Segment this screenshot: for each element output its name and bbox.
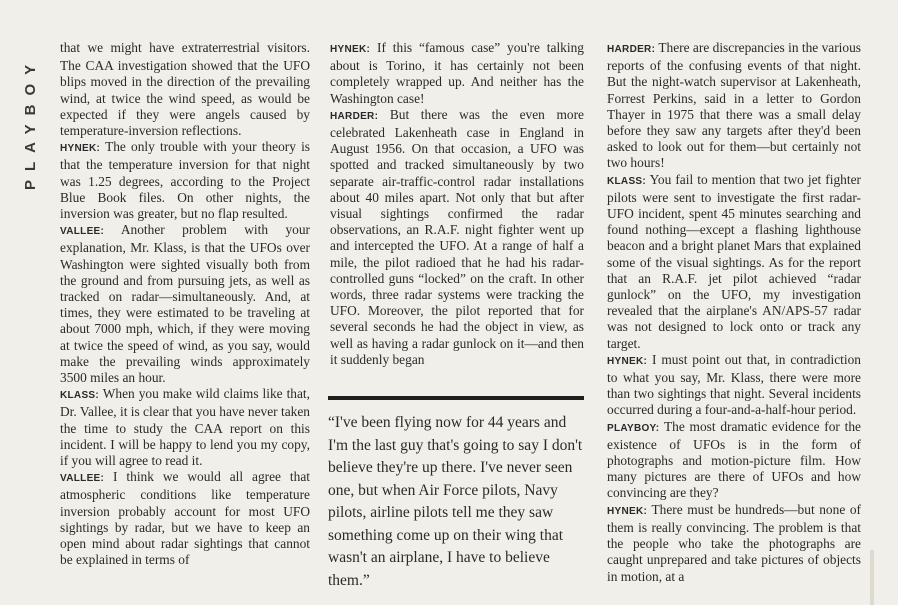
paragraph [60,222,310,386]
pull-quote-rule [328,396,584,400]
paragraph-text: that we might have extraterrestrial visitors. The CAA investigation showed that the UFO blips moved in the direction of the prevailing wind, at twice the wind speed, as would be expected if they were angels caused by temperature-inversion reflections. [60,40,310,139]
speaker-label: HYNEK: [607,505,648,517]
paragraph [60,40,310,139]
paragraph-text: But there was the even more celebrated Lakenheath case in England in August 1956. On that occasion, a UFO was spotted and tracked simultaneously by two separate air-traffic-control radar installations about 40 miles apart. Not only that but after visual sightings confirmed the radar observations, an R.A.F. night fighter went up and intercepted the UFO. At a range of half a mile, the pilot radioed that he had his radar-controlled guns “locked” on the craft. In other words, three radar systems were tracking the UFO. Moreover, the pilot reported that for several seconds he had the object in view, as well as having a radar gunlock on it—and then it suddenly began [330,106,584,367]
pull-quote: “I've been flying now for 44 years and I'm the last guy that's going to say I don't believe they're up there. I've never seen one, but when Air Force pilots, Navy pilots, airline pilots tell me they saw something come up on their wing that wasn't an airplane, I have to believe them.” [328,414,583,589]
running-head: PLAYBOY [22,55,39,190]
paragraph [330,40,584,107]
paragraph-text: I think we would all agree that atmospheric conditions like temperature inversion probably account for most UFO sightings by radar, but we have to keep an open mind about radar sightings that cannot be explained in terms of [60,469,310,568]
column-2 [330,40,584,368]
page-edge-shadow [870,550,874,605]
speaker-label: PLAYBOY: [607,422,660,434]
speaker-label: VALLEE: [60,226,105,238]
paragraph [60,139,310,222]
speaker-label: HYNEK: [60,143,101,155]
paragraph [330,107,584,368]
paragraph [607,40,861,172]
paragraph [60,386,310,469]
paragraph [607,419,861,502]
paragraph-text: When you make wild claims like that, Dr. Vallee, it is clear that you have never taken the time to study the CAA report on this incident. I will be happy to lend you my copy, if you will agree to read it. [60,386,310,469]
speaker-label: VALLEE: [60,473,105,485]
speaker-label: HARDER: [607,44,656,55]
paragraph-text: The only trouble with your theory is that the temperature inversion for that night was 1.25 degrees, according to the Project Blue Book files. On other nights, the inversion was greater, but no flap resulted. [60,139,311,222]
speaker-label: HYNEK: [330,44,371,55]
paragraph-text: I must point out that, in contradiction to what you say, Mr. Klass, there were more than two sightings that night. Several incidents occurred during a four-and-a-half-hour period. [607,351,861,418]
speaker-label: HYNEK: [607,355,648,367]
paragraph [607,352,861,419]
paragraph [607,172,861,352]
paragraph [60,469,310,568]
paragraph [607,502,861,585]
speaker-label: KLASS: [60,390,100,402]
paragraph-text: If this “famous case” you're talking about is Torino, it has certainly not been completely wrapped up. And neither has the Washington case! [330,40,584,106]
paragraph-text: Another problem with your explanation, Mr. Klass, is that the UFOs over Washington were sighted visually both from the ground and from pursuing jets, as well as tracked on radar—simultaneously. And, at times, they were estimated to be traveling at about 7000 mph, which, if they were moving at twice the speed of wind, as you say, would make the prevailing winds approximately 3500 miles an hour. [60,222,310,386]
paragraph-text: There must be hundreds—but none of them is really convincing. The problem is that the people who take the photographs are caught unprepared and take pictures of objects in motion, at a [607,501,861,584]
column-1 [60,40,310,569]
paragraph-text: The most dramatic evidence for the existence of UFOs is in the form of photographs and motion-picture film. How many pictures are there of UFOs and how convincing are they? [607,418,862,501]
speaker-label: HARDER: [330,110,379,122]
column-3 [607,40,861,585]
speaker-label: KLASS: [607,175,647,187]
paragraph-text: You fail to mention that two jet fighter pilots were sent to investigate the first radar-UFO incident, spent 45 minutes searching and found nothing—except a flashing lighthouse beacon and a bright planet Mars that explained some of the visual sightings. As for the report that an R.A.F. jet pilot achieved “radar gunlock” on the UFO, my investigation revealed that the airplane's AN/APS-57 radar was not designed to lock onto or track any target. [607,171,861,351]
paragraph-text: There are discrepancies in the various reports of the confusing events of that night. But the night-watch supervisor at Lakenheath, Forrest Perkins, said in a letter to Gordon Thayer in 1975 that there was a small delay before they saw any targets after they'd been asked to look out for them—but certainly not two hours! [607,40,862,171]
